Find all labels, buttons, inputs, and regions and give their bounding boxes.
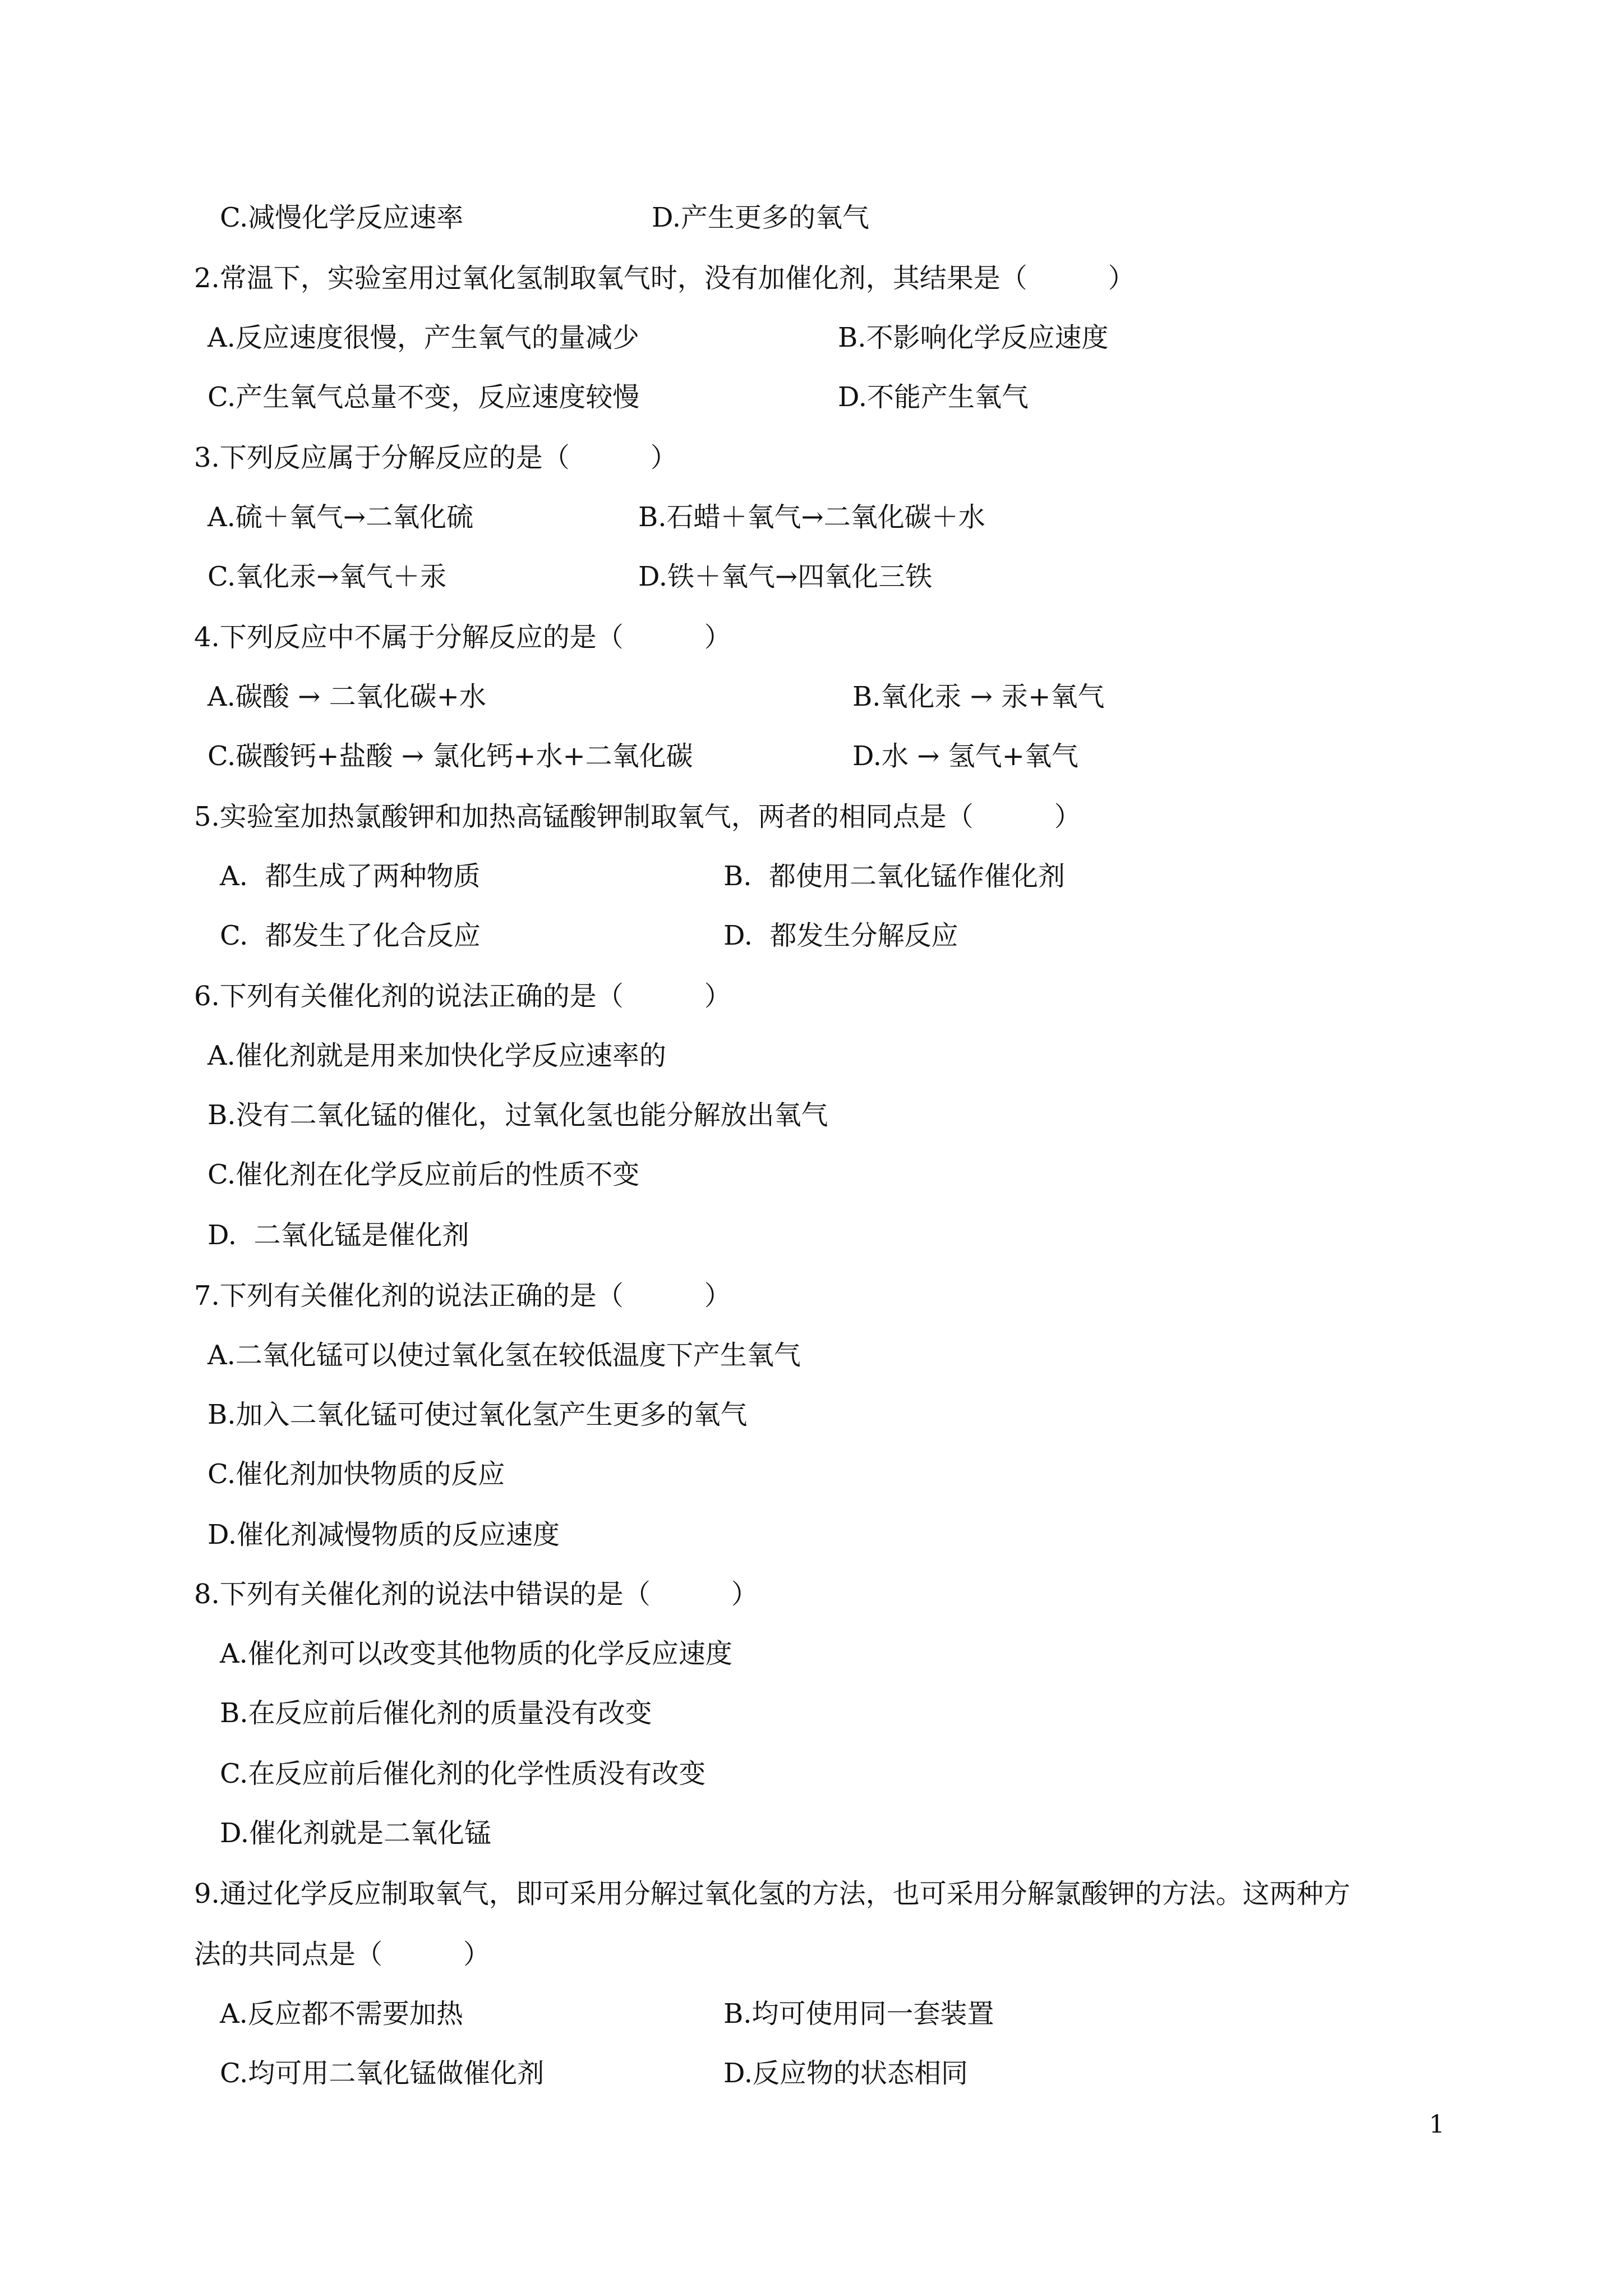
q7-option-a: A.二氧化锰可以使过氧化氢在较低温度下产生氧气	[208, 1340, 801, 1371]
q8-option-a: A.催化剂可以改变其他物质的化学反应速度	[220, 1638, 732, 1669]
q4-option-c: C.碳酸钙+盐酸 → 氯化钙+水+二氧化碳	[208, 740, 693, 772]
q5-option-a: A. 都生成了两种物质	[220, 861, 481, 892]
q5-option-c: C. 都发生了化合反应	[220, 920, 481, 951]
q3-option-b: B.石蜡＋氧气→二氧化碳＋水	[638, 501, 985, 533]
q4-option-a: A.碳酸 → 二氧化碳+水	[208, 681, 486, 712]
q9-option-d: D.反应物的状态相同	[723, 2058, 969, 2089]
q5-option-b: B. 都使用二氧化锰作催化剂	[723, 861, 1066, 892]
q9-option-a: A.反应都不需要加热	[220, 1998, 463, 2030]
page-number: 1	[1429, 2110, 1445, 2139]
question-6: 6.下列有关催化剂的说法正确的是（ ）	[194, 981, 731, 1012]
q8-option-b: B.在反应前后催化剂的质量没有改变	[220, 1697, 652, 1729]
q2-option-d: D.不能产生氧气	[838, 381, 1029, 413]
question-5: 5.实验室加热氯酸钾和加热高锰酸钾制取氧气，两者的相同点是（ ）	[194, 801, 1081, 832]
q6-option-b: B.没有二氧化锰的催化，过氧化氢也能分解放出氧气	[208, 1099, 828, 1131]
q4-option-b: B.氧化汞 → 汞+氧气	[852, 681, 1105, 712]
q6-option-c: C.催化剂在化学反应前后的性质不变	[208, 1159, 640, 1190]
q2-option-a: A.反应速度很慢，产生氧气的量减少	[208, 322, 639, 353]
q1-option-c: C.减慢化学反应速率	[220, 202, 464, 233]
question-8: 8.下列有关催化剂的说法中错误的是（ ）	[194, 1579, 758, 1610]
question-7: 7.下列有关催化剂的说法正确的是（ ）	[194, 1280, 731, 1312]
q3-option-c: C.氧化汞→氧气＋汞	[208, 561, 447, 592]
q6-option-a: A.催化剂就是用来加快化学反应速率的	[208, 1040, 666, 1071]
question-2: 2.常温下，实验室用过氧化氢制取氧气时，没有加催化剂，其结果是（ ）	[194, 263, 1135, 294]
q5-option-d: D. 都发生分解反应	[723, 920, 958, 951]
question-4: 4.下列反应中不属于分解反应的是（ ）	[194, 622, 731, 653]
q9-option-c: C.均可用二氧化锰做催化剂	[220, 2058, 545, 2089]
q4-option-d: D.水 → 氢气+氧气	[852, 740, 1078, 772]
q1-option-d: D.产生更多的氧气	[652, 202, 870, 233]
q7-option-d: D.催化剂减慢物质的反应速度	[208, 1519, 560, 1550]
question-9-line-2: 法的共同点是（ ）	[194, 1939, 491, 1970]
q8-option-d: D.催化剂就是二氧化锰	[220, 1818, 492, 1849]
q8-option-c: C.在反应前后催化剂的化学性质没有改变	[220, 1758, 706, 1789]
q2-option-c: C.产生氧气总量不变，反应速度较慢	[208, 381, 640, 413]
q2-option-b: B.不影响化学反应速度	[838, 322, 1109, 353]
q9-option-b: B.均可使用同一套装置	[723, 1998, 994, 2030]
q6-option-d: D. 二氧化锰是催化剂	[208, 1220, 469, 1251]
question-3: 3.下列反应属于分解反应的是（ ）	[194, 442, 677, 473]
q7-option-c: C.催化剂加快物质的反应	[208, 1458, 505, 1490]
q3-option-a: A.硫＋氧气→二氧化硫	[208, 501, 474, 533]
question-9-line-1: 9.通过化学反应制取氧气，即可采用分解过氧化氢的方法，也可采用分解氯酸钾的方法。这两种方	[194, 1878, 1350, 1910]
q3-option-d: D.铁＋氧气→四氧化三铁	[638, 561, 933, 592]
q7-option-b: B.加入二氧化锰可使过氧化氢产生更多的氧气	[208, 1399, 748, 1430]
